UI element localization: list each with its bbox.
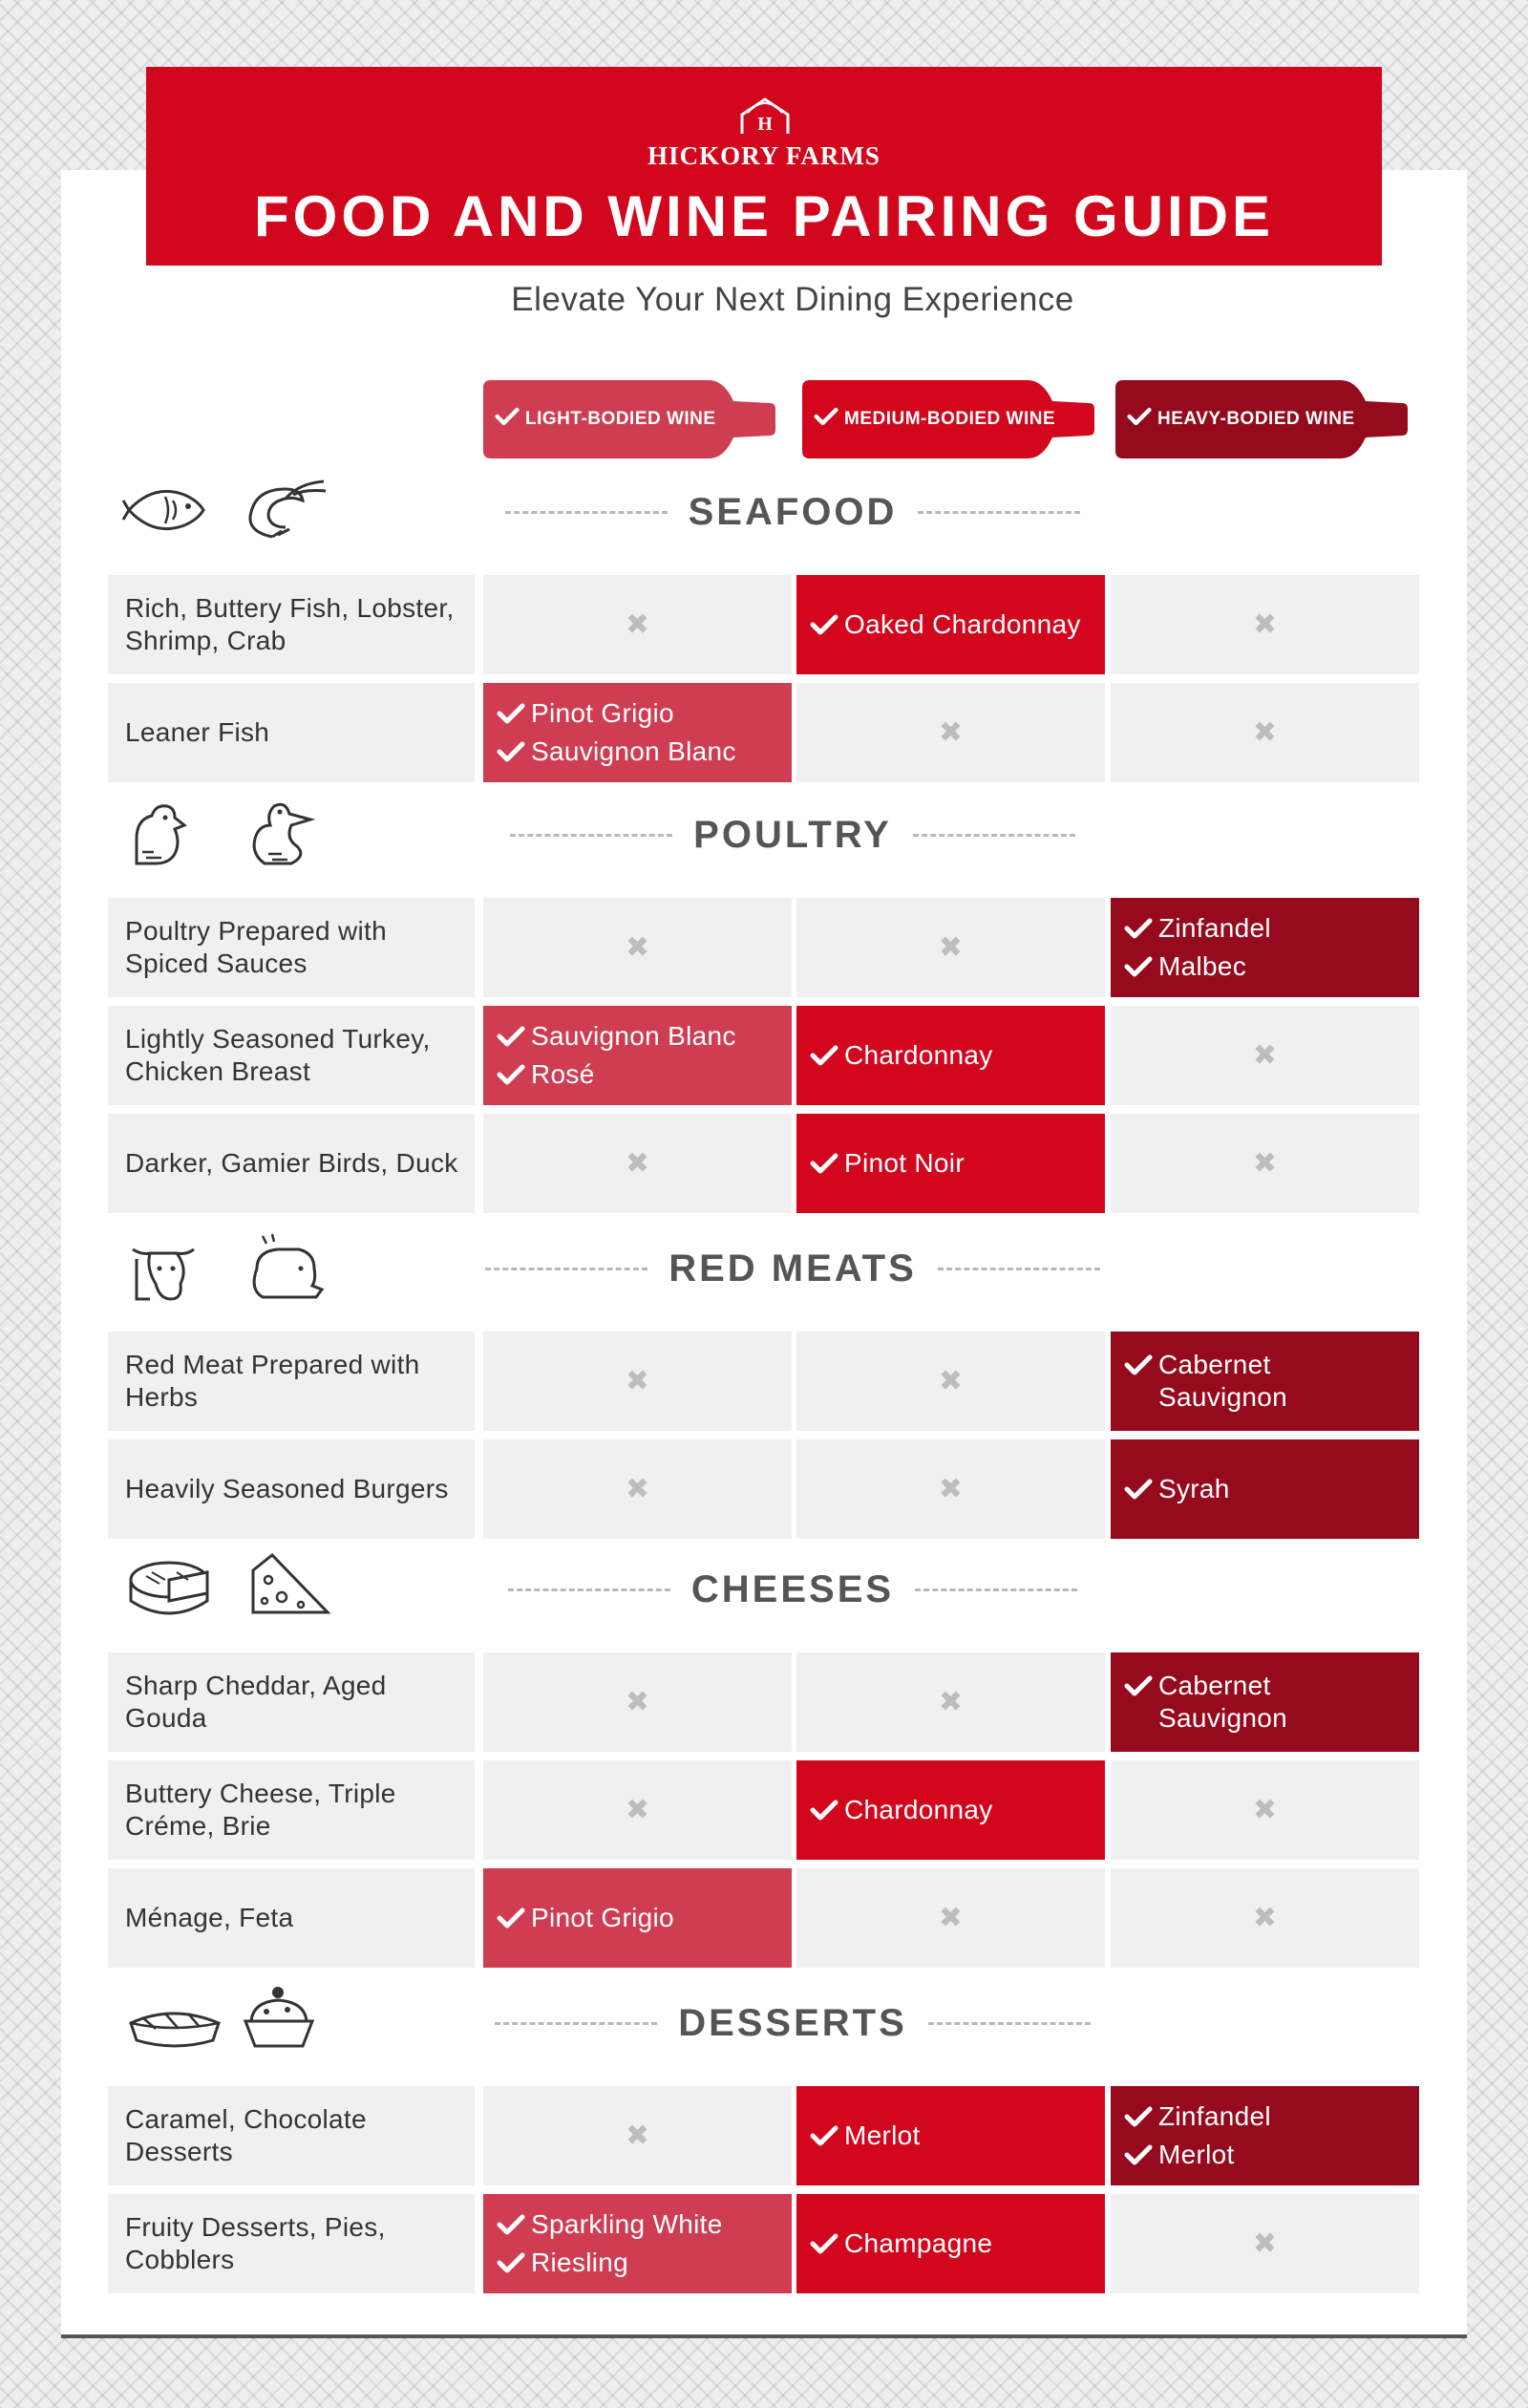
food-label: Darker, Gamier Birds, Duck (125, 1148, 458, 1178)
food-cell (108, 898, 475, 997)
wine-cell-light (483, 1439, 792, 1539)
wine-name: Sauvignon Blanc (531, 1021, 736, 1051)
page-title: FOOD AND WINE PAIRING GUIDE (254, 184, 1274, 248)
section-header-desserts (0, 1985, 1528, 2061)
wine-item (497, 1902, 792, 1934)
x-mark-icon: ✖ (1252, 1147, 1278, 1180)
x-mark-icon: ✖ (625, 931, 650, 964)
check-icon (810, 608, 844, 641)
wine-list (1111, 1652, 1419, 1752)
dashed-divider (918, 511, 1080, 514)
section-heading (0, 1551, 1528, 1628)
wine-item (497, 2208, 792, 2241)
x-mark-icon: ✖ (625, 2120, 650, 2152)
section-heading (0, 1985, 1528, 2061)
pairing-row (0, 683, 1528, 782)
wine-cell-light (483, 898, 792, 997)
pairing-row (0, 1439, 1528, 1539)
wine-cell-medium (796, 2086, 1105, 2185)
dashed-divider (928, 2022, 1091, 2025)
wine-item (1124, 2100, 1419, 2133)
wine-item (1124, 1473, 1419, 1505)
wine-name: Merlot (844, 2120, 921, 2150)
header-banner (146, 67, 1382, 266)
check-icon (810, 2227, 844, 2260)
check-icon (1124, 1473, 1158, 1505)
x-mark-icon: ✖ (938, 1902, 964, 1934)
food-label: Fruity Desserts, Pies, Cobblers (125, 2212, 386, 2274)
wine-name: Zinfandel (1158, 913, 1271, 943)
wine-cell-light (483, 683, 792, 782)
food-cell (108, 1006, 475, 1105)
x-mark-icon: ✖ (625, 1365, 650, 1397)
wine-item (497, 735, 792, 768)
wine-item (497, 1058, 792, 1091)
food-cell (108, 1114, 475, 1213)
wine-cell-heavy (1111, 1868, 1419, 1968)
wine-cell-heavy (1111, 2194, 1419, 2293)
wine-cell-medium (796, 1114, 1105, 1213)
wine-cell-light (483, 1006, 792, 1105)
check-icon (497, 1058, 531, 1091)
section-heading (0, 797, 1528, 873)
check-icon (810, 1039, 844, 1072)
food-label: Sharp Cheddar, Aged Gouda (125, 1671, 387, 1733)
wine-cell-heavy (1111, 575, 1419, 674)
x-mark-icon: ✖ (938, 716, 964, 749)
wine-cell-medium (796, 1868, 1105, 1968)
wine-item (1124, 912, 1419, 945)
wine-cell-medium (796, 1332, 1105, 1431)
wine-cell-light (483, 1868, 792, 1968)
wine-name: Oaked Chardonnay (844, 609, 1081, 639)
check-icon (1124, 950, 1158, 983)
dashed-divider (495, 2022, 657, 2025)
wine-cell-medium (796, 575, 1105, 674)
dashed-divider (508, 1588, 670, 1591)
pairing-row (0, 2086, 1528, 2185)
food-cell (108, 683, 475, 782)
section-header-cheeses (0, 1551, 1528, 1628)
wine-cell-light (483, 1652, 792, 1752)
pairing-row (0, 575, 1528, 674)
check-icon (810, 1147, 844, 1180)
wine-item (1124, 950, 1419, 983)
x-mark-icon: ✖ (625, 1473, 650, 1505)
wine-column-label-text: HEAVY-BODIED WINE (1157, 409, 1355, 429)
wine-name: Cabernet Sauvignon (1158, 1350, 1288, 1412)
wine-list (483, 1006, 792, 1105)
wine-cell-medium (796, 898, 1105, 997)
check-icon (814, 406, 844, 433)
check-icon (1124, 2139, 1158, 2171)
wine-name: Pinot Grigio (531, 698, 674, 728)
section-title: DESSERTS (678, 2001, 907, 2044)
dashed-divider (510, 834, 672, 837)
food-cell (108, 575, 475, 674)
pairing-row (0, 1760, 1528, 1860)
food-cell (108, 1439, 475, 1539)
x-mark-icon: ✖ (1252, 1039, 1278, 1072)
x-mark-icon: ✖ (625, 608, 650, 641)
wine-list (796, 1760, 1105, 1860)
food-label: Rich, Buttery Fish, Lobster, Shrimp, Crab (125, 593, 455, 655)
x-mark-icon: ✖ (1252, 2227, 1278, 2260)
section-header-poultry (0, 797, 1528, 873)
wine-item (810, 2120, 1105, 2152)
check-icon (497, 1902, 531, 1934)
wine-item (1124, 2139, 1419, 2171)
wine-name: Syrah (1158, 1474, 1230, 1503)
check-icon (1124, 1670, 1158, 1702)
dashed-divider (505, 511, 668, 514)
food-label: Caramel, Chocolate Desserts (125, 2104, 367, 2166)
wine-cell-light (483, 1332, 792, 1431)
wine-item (1124, 1670, 1419, 1735)
wine-list (1111, 2086, 1419, 2185)
wine-list (796, 575, 1105, 674)
pairing-row (0, 1332, 1528, 1431)
wine-name: Champagne (844, 2228, 993, 2258)
food-cell (108, 1760, 475, 1860)
wine-item (810, 1147, 1105, 1180)
section-title: CHEESES (690, 1567, 895, 1610)
food-label: Buttery Cheese, Triple Créme, Brie (125, 1779, 396, 1841)
wine-cell-light (483, 1114, 792, 1213)
food-label: Poultry Prepared with Spiced Sauces (125, 916, 387, 978)
wine-name: Chardonnay (844, 1795, 993, 1824)
food-cell (108, 1868, 475, 1968)
dashed-divider (485, 1268, 647, 1270)
food-label: Leaner Fish (125, 717, 270, 747)
check-icon (1124, 2100, 1158, 2133)
wine-column-label-text: LIGHT-BODIED WINE (525, 409, 716, 429)
wine-cell-heavy (1111, 2086, 1419, 2185)
section-title: RED MEATS (668, 1247, 917, 1289)
wine-bottle-light (483, 380, 787, 458)
wine-name: Zinfandel (1158, 2101, 1271, 2131)
pairing-row (0, 1652, 1528, 1752)
wine-cell-light (483, 2194, 792, 2293)
food-label: Ménage, Feta (125, 1903, 294, 1932)
wine-name: Rosé (531, 1059, 595, 1089)
x-mark-icon: ✖ (938, 931, 964, 964)
wine-cell-light (483, 575, 792, 674)
x-mark-icon: ✖ (625, 1147, 650, 1180)
wine-name: Merlot (1158, 2140, 1235, 2169)
dashed-divider (913, 834, 1075, 837)
wine-list (796, 1006, 1105, 1105)
wine-name: Pinot Noir (844, 1148, 965, 1178)
wine-item (810, 1039, 1105, 1072)
x-mark-icon: ✖ (625, 1686, 650, 1718)
wine-item (497, 1020, 792, 1053)
x-mark-icon: ✖ (1252, 716, 1278, 749)
wine-list (796, 2194, 1105, 2293)
wine-list (1111, 1439, 1419, 1539)
wine-name: Cabernet Sauvignon (1158, 1671, 1288, 1733)
wine-cell-heavy (1111, 1652, 1419, 1752)
x-mark-icon: ✖ (1252, 1902, 1278, 1934)
check-icon (495, 406, 525, 433)
section-header-red-meats (0, 1230, 1528, 1307)
bottom-divider (61, 2334, 1467, 2338)
wine-item (810, 1794, 1105, 1826)
wine-list (483, 683, 792, 782)
wine-item (497, 2247, 792, 2279)
wine-cell-light (483, 1760, 792, 1860)
wine-cell-medium (796, 1006, 1105, 1105)
wine-list (483, 1868, 792, 1968)
check-icon (497, 697, 531, 730)
wine-cell-medium (796, 1439, 1105, 1539)
pairing-row (0, 1868, 1528, 1968)
pairing-row (0, 2194, 1528, 2293)
brand-name: HICKORY FARMS (647, 141, 881, 170)
check-icon (497, 2208, 531, 2241)
wine-cell-medium (796, 2194, 1105, 2293)
wine-cell-light (483, 2086, 792, 2185)
wine-name: Sauvignon Blanc (531, 736, 736, 766)
wine-cell-heavy (1111, 1332, 1419, 1431)
page-subtitle: Elevate Your Next Dining Experience (511, 281, 1074, 318)
wine-name: Chardonnay (844, 1040, 993, 1070)
wine-item (1124, 1349, 1419, 1414)
check-icon (810, 1794, 844, 1826)
food-cell (108, 1652, 475, 1752)
x-mark-icon: ✖ (1252, 608, 1278, 641)
wine-cell-heavy (1111, 1006, 1419, 1105)
wine-column-label-text: MEDIUM-BODIED WINE (844, 409, 1056, 429)
check-icon (1127, 406, 1157, 433)
wine-list (796, 2086, 1105, 2185)
food-label: Red Meat Prepared with Herbs (125, 1350, 420, 1412)
x-mark-icon: ✖ (938, 1473, 964, 1505)
wine-list (1111, 1332, 1419, 1431)
check-icon (497, 2247, 531, 2279)
wine-name: Sparkling White (531, 2209, 723, 2239)
wine-list (483, 2194, 792, 2293)
wine-cell-heavy (1111, 683, 1419, 782)
section-heading (0, 474, 1528, 550)
food-label: Heavily Seasoned Burgers (125, 1474, 449, 1503)
wine-column-label (1127, 380, 1355, 458)
section-title: POULTRY (693, 813, 892, 856)
wine-list (796, 1114, 1105, 1213)
x-mark-icon: ✖ (1252, 1794, 1278, 1826)
pairing-row (0, 1006, 1528, 1105)
food-label: Lightly Seasoned Turkey, Chicken Breast (125, 1024, 431, 1086)
check-icon (810, 2120, 844, 2152)
wine-name: Malbec (1158, 951, 1247, 981)
wine-column-label (814, 380, 1055, 458)
wine-list (1111, 898, 1419, 997)
wine-cell-heavy (1111, 1760, 1419, 1860)
dashed-divider (938, 1268, 1100, 1270)
wine-cell-medium (796, 1760, 1105, 1860)
svg-text:H: H (757, 114, 773, 135)
x-mark-icon: ✖ (938, 1686, 964, 1718)
wine-bottle-heavy (1115, 380, 1419, 458)
barn-logo-icon (738, 96, 792, 136)
food-cell (108, 2194, 475, 2293)
pairing-row (0, 898, 1528, 997)
check-icon (1124, 912, 1158, 945)
wine-cell-heavy (1111, 1439, 1419, 1539)
check-icon (497, 735, 531, 768)
section-title: SEAFOOD (688, 490, 898, 533)
section-heading (0, 1230, 1528, 1307)
wine-item (497, 697, 792, 730)
wine-name: Pinot Grigio (531, 1903, 674, 1932)
wine-cell-heavy (1111, 898, 1419, 997)
section-header-seafood (0, 474, 1528, 550)
food-cell (108, 2086, 475, 2185)
x-mark-icon: ✖ (938, 1365, 964, 1397)
x-mark-icon: ✖ (625, 1794, 650, 1826)
wine-bottle-medium (802, 380, 1106, 458)
wine-column-label (495, 380, 716, 458)
wine-cell-heavy (1111, 1114, 1419, 1213)
wine-cell-medium (796, 683, 1105, 782)
dashed-divider (915, 1588, 1077, 1591)
check-icon (497, 1020, 531, 1053)
wine-name: Riesling (531, 2248, 628, 2277)
check-icon (1124, 1349, 1158, 1381)
wine-item (810, 608, 1105, 641)
wine-item (810, 2227, 1105, 2260)
food-cell (108, 1332, 475, 1431)
pairing-row (0, 1114, 1528, 1213)
wine-cell-medium (796, 1652, 1105, 1752)
